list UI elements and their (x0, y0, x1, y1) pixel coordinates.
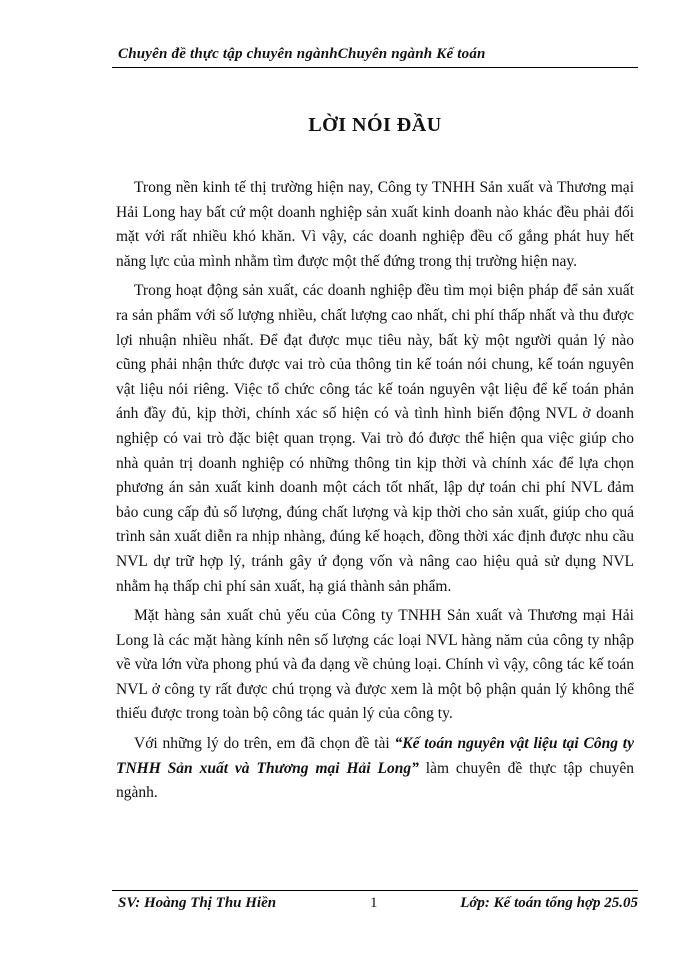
class-label: Lớp: Kế toán tổng hợp 25.05 (460, 895, 638, 911)
student-name: SV: Hoàng Thị Thu Hiền (118, 895, 277, 911)
topic-title: “Kế toán nguyên vật liệu tại Công ty TNHH Sản xuất và Thương mại Hải Long” (116, 735, 634, 777)
footer-divider (112, 890, 638, 891)
topic-lead-text: Với những lý do trên, em đã chọn đề tài (134, 735, 395, 753)
document-body (116, 176, 634, 811)
paragraph-production: Trong hoạt động sản xuất, các doanh nghiệp đều tìm mọi biện pháp để sản xuất ra sản phẩm với số lượng nhiều, chất lượng cao nhất, chi phí thấp nhất và thu được lợi nhuận nhiều nhất. Để đạt được mục tiêu này, bất kỳ một người quản lý nào cũng phải nhận thức được vai trò của thông tin kế toán nói chung, kế toán nguyên vật liệu nói riêng. Việc tổ chức công tác kế toán nguyên vật liệu để kế toán phản ánh đầy đủ, kịp thời, chính xác số hiện có và tình hình biến động NVL ở doanh nghiệp có vai trò đặc biệt quan trọng. Vai trò đó được thể hiện qua việc giúp cho nhà quản trị doanh nghiệp có những thông tin kịp thời và chính xác để lựa chọn phương án sản xuất kinh doanh một cách tốt nhất, lập dự toán chi phí NVL đảm bảo cung cấp đủ số lượng, đúng chất lượng và kịp thời cho sản xuất, giúp cho quá trình sản xuất diễn ra nhịp nhàng, đúng kế hoạch, đồng thời xác định được nhu cầu NVL dự trữ hợp lý, tránh gây ứ đọng vốn và nâng cao hiệu quả sử dụng NVL nhằm hạ thấp chi phí sản xuất, hạ giá thành sản phẩm. (116, 282, 634, 595)
paragraph-topic (116, 732, 634, 806)
running-header: Chuyên đề thực tập chuyên ngànhChuyên ngành Kế toán (118, 46, 486, 62)
paragraph-intro: Trong nền kinh tế thị trường hiện nay, Công ty TNHH Sản xuất và Thương mại Hải Long hay bất cứ một doanh nghiệp sản xuất kinh doanh nào khác đều phải đối mặt với rất nhiều khó khăn. Vì vậy, các doanh nghiệp đều cố gắng phát huy hết năng lực của mình nhằm tìm được một thế đứng trong thị trường hiện nay. (116, 179, 634, 270)
page-number: 1 (370, 895, 378, 911)
topic-tail-text: làm chuyên đề thực tập chuyên ngành. (116, 759, 634, 802)
paragraph-products: Mặt hàng sản xuất chủ yếu của Công ty TNHH Sản xuất và Thương mại Hải Long là các mặt hàng kính nên số lượng các loại NVL hàng năm của công ty nhập về vừa lớn vừa phong phú và đa dạng về chủng loại. Chính vì vậy, công tác kế toán NVL ở công ty rất được chú trọng và được xem là một bộ phận quản lý không thể thiếu được trong toàn bộ công tác quản lý của công ty. (116, 607, 634, 723)
header-divider (112, 67, 638, 68)
page-title: LỜI NÓI ĐẦU (308, 114, 442, 136)
page-footer (112, 895, 638, 917)
